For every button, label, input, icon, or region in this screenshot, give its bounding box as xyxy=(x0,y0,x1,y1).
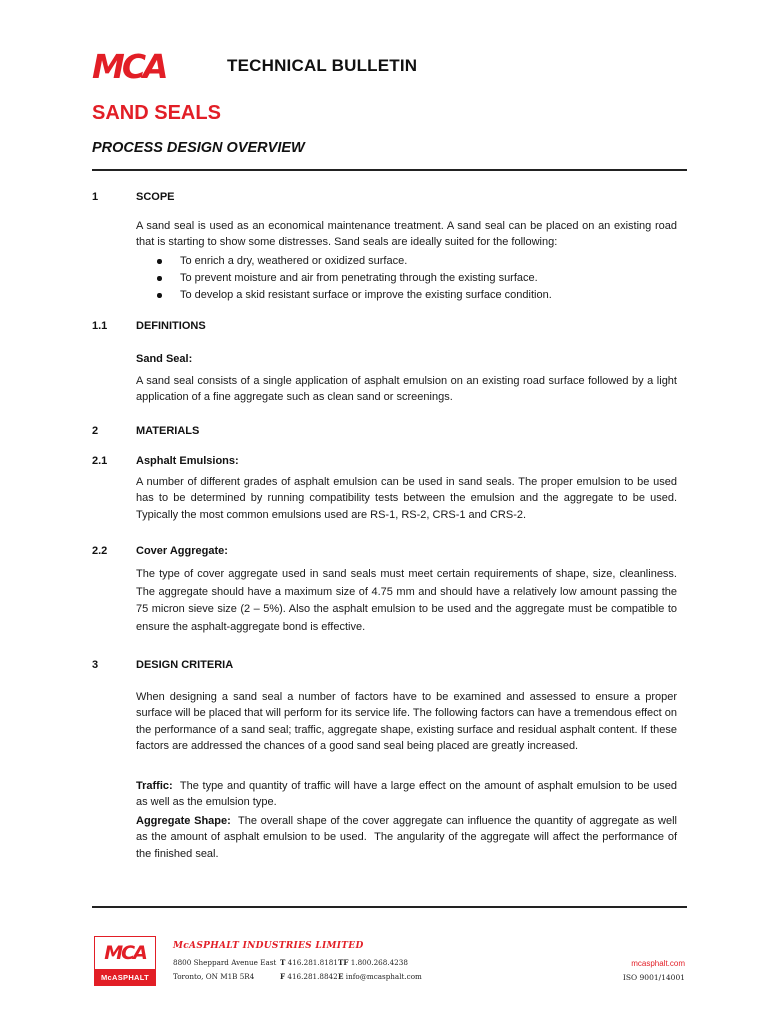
section-number-definitions: 1.1 xyxy=(92,320,108,332)
list-item: To develop a skid resistant surface or improve the existing surface condition. xyxy=(136,287,677,304)
footer-logo-mark: MCA xyxy=(94,936,156,970)
definition-paragraph: A sand seal consists of a single application of asphalt emulsion on an existing road surface followed by a light application of a fine aggregate such as clean sand or screenings. xyxy=(136,375,677,404)
footer-iso-certification: ISO 9001/14001 xyxy=(622,973,685,982)
emulsions-paragraph: A number of different grades of asphalt emulsion can be used in sand seals. The proper emulsion to be used has to be determined by running compatibility tests between the emulsion and the aggregate to be used. Typically the most common emulsions used are RS-1, RS-2, CRS-1 and CRS-2. xyxy=(136,476,677,521)
logo-text: MCA xyxy=(92,47,166,86)
footer-email xyxy=(338,972,422,981)
tollfree-label: TF xyxy=(338,958,349,967)
document-subtitle: PROCESS DESIGN OVERVIEW xyxy=(92,140,305,156)
fax-label: F xyxy=(280,972,286,981)
section-heading-scope: SCOPE xyxy=(136,191,175,203)
bulletin-title: TECHNICAL BULLETIN xyxy=(227,56,418,75)
section-heading-aggregate: Cover Aggregate: xyxy=(136,545,228,557)
footer-address-line-2: Toronto, ON M1B 5R4 xyxy=(173,972,255,981)
footer-fax xyxy=(280,972,338,981)
tollfree-value: 1.800.268.4238 xyxy=(350,958,408,967)
footer-address-line-1: 8800 Sheppard Avenue East xyxy=(173,958,277,967)
phone-label: T xyxy=(280,958,286,967)
design-paragraph: When designing a sand seal a number of factors have to be examined and assessed to ensure a proper surface will be placed that will perform for its service life. The following factors can have a tremendous effect on the performance of a sand seal; traffic, aggregate shape, existing surface and residual asphalt content. If these factors are addressed the chances of a good sand seal being placed are greatly increased. xyxy=(136,691,677,752)
top-divider xyxy=(92,169,687,171)
list-item: To prevent moisture and air from penetrating through the existing surface. xyxy=(136,270,677,287)
aggregate-shape-text: The overall shape of the cover aggregate can influence the quantity of aggregate as well as the amount of asphalt emulsion to be used. The angularity of the aggregate will affect the performance of the finished seal. xyxy=(136,815,681,860)
section-number-design: 3 xyxy=(92,659,99,671)
section-number-scope: 1 xyxy=(92,191,99,203)
footer-logo-wordmark: McASPHALT xyxy=(94,970,156,986)
section-heading-materials: MATERIALS xyxy=(136,425,200,437)
footer-phone xyxy=(280,958,338,967)
section-heading-emulsions: Asphalt Emulsions: xyxy=(136,455,239,467)
footer-company-name: McASPHALT INDUSTRIES LIMITED xyxy=(173,941,364,951)
footer-website-link[interactable]: mcasphalt.com xyxy=(631,959,685,968)
scope-paragraph: A sand seal is used as an economical maintenance treatment. A sand seal can be placed on an existing road that is starting to show some distresses. Sand seals are ideally suited for the following: xyxy=(136,220,677,249)
scope-bullet-list xyxy=(136,253,677,304)
section-heading-definitions: DEFINITIONS xyxy=(136,320,206,332)
mca-logo xyxy=(92,47,188,86)
traffic-paragraph xyxy=(136,778,681,811)
section-heading-design: DESIGN CRITERIA xyxy=(136,659,234,671)
bottom-divider xyxy=(92,906,687,908)
aggregate-shape-paragraph xyxy=(136,813,681,862)
email-label: E xyxy=(338,972,344,981)
document-title: SAND SEALS xyxy=(92,102,221,124)
traffic-text: The type and quantity of traffic will have a large effect on the amount of asphalt emulsion to be used as well as the emulsion type. xyxy=(136,780,681,809)
section-number-emulsions: 2.1 xyxy=(92,455,108,467)
email-value: info@mcasphalt.com xyxy=(345,972,422,981)
section-number-materials: 2 xyxy=(92,425,99,437)
fax-value: 416.281.8842 xyxy=(287,972,338,981)
section-number-aggregate: 2.2 xyxy=(92,545,108,557)
traffic-label: Traffic: xyxy=(136,780,173,792)
term-sand-seal: Sand Seal: xyxy=(136,353,193,365)
aggregate-shape-label: Aggregate Shape: xyxy=(136,815,231,827)
list-item: To enrich a dry, weathered or oxidized surface. xyxy=(136,253,677,270)
phone-value: 416.281.8181 xyxy=(287,958,338,967)
footer-tollfree xyxy=(338,958,408,967)
footer-logo xyxy=(94,936,156,987)
aggregate-paragraph: The type of cover aggregate used in sand seals must meet certain requirements of shape, size, cleanliness. The aggregate should have a maximum size of 4.75 mm and should have a relatively low amount passing the 75 micron sieve size (2 – 5%). Also the asphalt emulsion to be used and the aggregate must be compatible to ensure the asphalt-aggregate bond is effective. xyxy=(136,568,677,634)
